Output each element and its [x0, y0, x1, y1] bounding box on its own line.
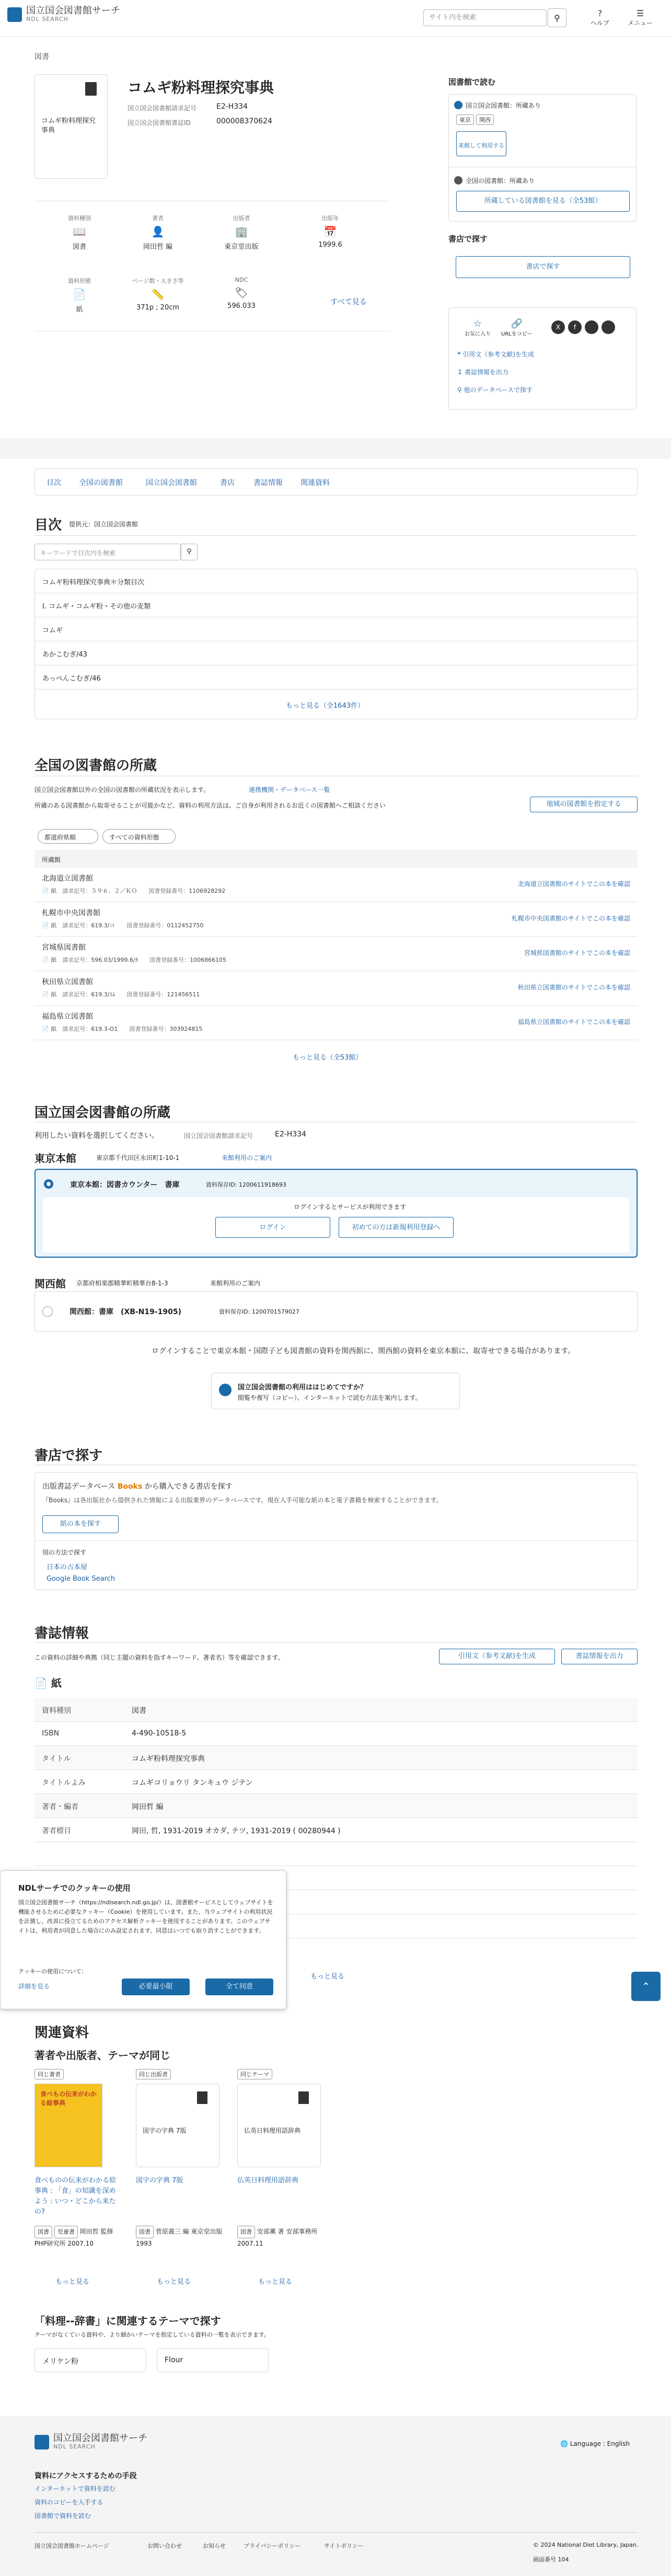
other-db-link-label: 他のデータベースで探す [464, 386, 533, 394]
cite-link-label: 引用文（参考文献)を生成 [462, 351, 534, 358]
library-call-no: 619.3-O1 [91, 1026, 118, 1032]
bib-label: タイトルよみ [42, 1779, 86, 1787]
register-button[interactable]: 初めての方は新規利用登録へ [339, 1217, 454, 1238]
book-icon: 📖 [73, 225, 86, 238]
library-site-link[interactable]: 福島県立図書館のサイトでこの本を確認 [517, 1018, 630, 1026]
document-icon: 📄 [73, 288, 86, 301]
bib-title: 書誌情報 [34, 1626, 89, 1641]
library-row [34, 1006, 638, 1040]
download-icon: ↧ [457, 369, 465, 376]
tab-libraries[interactable]: 全国の図書館 [79, 479, 123, 487]
divider [34, 535, 638, 536]
meta-value: 596.033 [227, 302, 256, 310]
ndl-call-label: 国立国会図書館請求記号 [184, 1132, 253, 1140]
footer-bottom-link[interactable]: お問い合わせ [147, 2543, 182, 2549]
library-name: 北海道立図書館 [42, 875, 93, 883]
help-label: ヘルプ [590, 19, 609, 27]
libraries-more-link[interactable]: もっと見る（全53館） [293, 1054, 363, 1062]
footer-bottom-link[interactable]: サイトポリシー [324, 2543, 364, 2549]
tokyo-item-card[interactable] [34, 1169, 638, 1258]
bib-desc: この資料の詳細や典拠（同じ主題の資料を指すキーワード、著者名）等を確認できます。 [34, 1654, 284, 1661]
location-tags [456, 114, 494, 125]
bib-id: 000008370624 [216, 117, 272, 125]
library-call-no: 596.03/1999.6/ｶ [91, 957, 138, 963]
book-cover-image: 食べもの伝来がわかる絵事典 [34, 2084, 102, 2167]
toc-title: 目次 [34, 518, 62, 533]
bib-label: 資料種別 [42, 1707, 71, 1715]
building-icon: 🏢 [235, 225, 248, 238]
facebook-share-icon[interactable]: f [568, 320, 582, 334]
cite-link[interactable] [457, 350, 534, 359]
bib-row-hidden [34, 1842, 638, 1866]
site-logo[interactable] [7, 6, 120, 22]
search-icon: ⚲ [187, 548, 192, 556]
divider [35, 1540, 637, 1541]
item-type-label: 図書 [34, 53, 49, 61]
bib-value: コムギ粉料理探究事典 [132, 1755, 205, 1763]
library-reg-no: 303924815 [169, 1026, 203, 1032]
tab-toc[interactable]: 目次 [47, 479, 61, 487]
book-icon [298, 2091, 309, 2104]
library-name: 宮城県図書館 [42, 944, 86, 952]
related-title: 関連資料 [34, 2025, 89, 2041]
related-more-link[interactable]: もっと見る [55, 2278, 90, 2286]
library-name: 札幌市中央図書館 [42, 909, 100, 917]
meta-label: 資料種別 [68, 215, 91, 222]
kansai-item-label: 関西館：書庫 (XB-N19-1905) [70, 1308, 182, 1316]
bib-export-button[interactable]: 書誌情報を出力 [561, 1649, 638, 1664]
divider [34, 1642, 638, 1643]
library-details: 📄 紙 請求記号：619.3/コ 図書登録番号：0112452750 [42, 922, 204, 929]
kansai-item-id: 資料保存ID: 1200701579027 [219, 1308, 299, 1315]
library-site-link[interactable]: 宮城県図書館のサイトでこの本を確認 [524, 949, 630, 957]
bib-value: 4-490-10518-5 [132, 1729, 187, 1738]
toc-item[interactable]: コムギ粉料理探究事典＊分類目次 [35, 569, 637, 593]
document-icon: 📄 [42, 957, 51, 963]
related-more-link[interactable]: もっと見る [258, 2278, 293, 2286]
section-separator [0, 438, 671, 459]
footer-logo[interactable] [34, 2434, 147, 2450]
share-card [448, 307, 637, 410]
site-search-input[interactable]: サイト内を検索 [423, 9, 547, 26]
cookie-required-button[interactable]: 必要最小限 [122, 1979, 190, 1995]
search-button[interactable] [548, 8, 566, 27]
link-icon: 🔗 [511, 318, 523, 329]
bib-row [34, 1794, 638, 1818]
toc-item[interactable]: あかこむぎ/43 [35, 641, 637, 665]
library-call-no: 619.3/コ [91, 922, 115, 929]
help-icon: ? [597, 8, 603, 18]
shop-title: 書店で探す [34, 1448, 103, 1464]
book-icon [197, 2091, 207, 2104]
search-icon: ⚲ [457, 386, 464, 394]
kansai-item-card[interactable] [34, 1291, 638, 1332]
bib-medium: 📄 紙 [34, 1677, 62, 1689]
logo-title: 国立国会図書館サーチ [26, 5, 120, 16]
meta-item-ndc [215, 277, 268, 310]
libraries-table-header: 所蔵館 [34, 850, 638, 868]
all-libraries-availability: 全国の図書館：所蔵あり [466, 177, 535, 185]
availability-card [448, 94, 637, 222]
theme-title: 「料理--辞書」に関連するテーマで探す [34, 2315, 221, 2327]
bib-value: 図書 [132, 1707, 146, 1715]
bib-row [34, 1770, 638, 1794]
tokyo-address: 東京都千代田区永田町1-10-1 [96, 1154, 180, 1162]
related-more-link[interactable]: もっと見る [157, 2278, 191, 2286]
quote-icon: ❝ [457, 351, 463, 358]
libraries-title: 全国の図書館の所蔵 [34, 758, 157, 774]
library-site-link[interactable]: 秋田県立図書館のサイトでこの本を確認 [517, 984, 630, 991]
ndl-icon [454, 101, 462, 109]
book-cover-placeholder [237, 2084, 321, 2167]
meta-grid [34, 201, 390, 331]
x-share-icon[interactable]: X [551, 320, 565, 334]
info-icon [219, 1384, 232, 1396]
meta-label: 出版年 [321, 215, 339, 222]
library-reg-no: 1106928292 [189, 888, 226, 894]
divider [34, 2532, 638, 2533]
tag-tokyo: 東京 [456, 114, 474, 125]
language-switch[interactable]: 🌐 Language : English [560, 2440, 630, 2447]
other-db-link[interactable] [457, 385, 533, 394]
star-icon: ☆ [473, 318, 482, 329]
toc-more-link[interactable]: もっと見る（全1643件） [286, 702, 365, 710]
footer-link-library[interactable]: 図書館で資料を読む [34, 2512, 91, 2520]
login-box [43, 1197, 629, 1252]
transfer-note: ログインすることで東京本館・国際子ども図書館の資料を関西館に、関西館の資料を東京本館に、取寄せできる場合があります。 [152, 1347, 575, 1355]
tab-related[interactable]: 関連資料 [300, 479, 330, 487]
meta-item-year [304, 214, 356, 249]
export-link-label: 書誌情報を出力 [464, 369, 508, 376]
library-site-link[interactable]: 北海道立図書館のサイトでこの本を確認 [517, 880, 630, 888]
shop-heading: 出版書誌データベース Books から購入できる書店を探す [42, 1482, 233, 1491]
meta-label: ページ数・大きさ等 [132, 278, 184, 284]
related-book-title[interactable]: 図字の字典 7版 [136, 2177, 183, 2184]
visit-button[interactable]: 来館して利用する [456, 131, 506, 156]
cookie-consent-label: クッキーの使用について： [18, 1968, 87, 1975]
export-link[interactable] [457, 367, 508, 376]
bib-cite-button[interactable]: 引用文（参考文献)を生成 [439, 1649, 555, 1664]
ndl-guide-link[interactable] [211, 1373, 460, 1409]
meta-item-author [132, 214, 184, 251]
item-title: コムギ粉料理探究事典 [128, 79, 274, 96]
cookie-title: NDLサーチでのクッキーの使用 [18, 1883, 131, 1893]
login-note: ログインするとサービスが利用できます [294, 1203, 407, 1211]
library-call-no: ５９６．２／ＫＯ [91, 888, 137, 894]
related-book-title[interactable]: 食べものの伝来がわかる絵事典 : 「食」の知識を深めよう : いつ・どこから来たの? [34, 2177, 117, 2216]
libraries-desc: 国立国会図書館以外の全国の図書館の所蔵状況を表示します。 [34, 786, 210, 794]
library-site-link[interactable]: 札幌市中央図書館のサイトでこの本を確認 [511, 915, 630, 922]
kansai-title: 関西館 [34, 1278, 66, 1290]
footer-bottom-link[interactable]: お知らせ [203, 2543, 226, 2549]
bib-more-link[interactable]: もっと見る [310, 1973, 345, 1981]
line-share-icon[interactable] [585, 320, 598, 334]
libraries-db-link[interactable]: 連携機関・データベース一覧 [249, 786, 330, 794]
related-subtitle: 著者や出版者、テーマが同じ [34, 2049, 170, 2062]
theme-item[interactable]: Flour [157, 2348, 269, 2372]
library-details: 📄 紙 請求記号：619.3/ｺﾑ 図書登録番号：121456511 [42, 991, 200, 998]
bib-row [34, 1818, 638, 1842]
screen-number-value: 104 [558, 2556, 569, 2563]
read-section-title: 図書館で読む [448, 77, 496, 87]
footer-link-copy[interactable]: 資料のコピーを入手する [34, 2499, 103, 2506]
theme-desc: テーマがなくている資料や、より細かいテーマを指定している資料の一覧を表示できます。 [34, 2331, 270, 2338]
screen-number: 画面番号 104 [533, 2556, 569, 2563]
help-link[interactable] [584, 8, 616, 27]
library-row [34, 902, 638, 937]
document-icon: 📄 [42, 888, 51, 894]
ndl-holdings-title: 国立国会図書館の所蔵 [34, 1105, 171, 1121]
related-book-meta: 図書 菅原義三 編 東京堂出版 1993 [136, 2226, 225, 2249]
tag-kansai: 関西 [476, 114, 494, 125]
related-tag: 同じテーマ [237, 2069, 272, 2079]
meta-label: NDC [235, 277, 248, 283]
area-library-button[interactable]: 地域の図書館を指定する [530, 797, 638, 812]
cookie-accept-button[interactable]: 全て同意 [205, 1979, 273, 1995]
bib-row [34, 1746, 638, 1770]
favorite-button[interactable] [465, 318, 491, 337]
holding-libraries-button[interactable]: 所蔵している図書館を見る（全53館） [456, 191, 630, 212]
related-tag: 同じ出版者 [136, 2069, 171, 2079]
meta-item-pages [121, 277, 194, 312]
copy-url-label: URLをコピー [501, 331, 533, 337]
shop-search-button[interactable]: 書店で探す [456, 256, 630, 278]
bib-row [34, 1698, 638, 1722]
google-books-link[interactable]: Google Book Search [47, 1575, 115, 1583]
meta-item-medium [53, 277, 106, 314]
login-button[interactable]: ログイン [215, 1217, 330, 1238]
footer-logo-sub: NDL SEARCH [53, 2443, 96, 2450]
logo-subtitle: NDL SEARCH [26, 16, 68, 22]
tokyo-item-id: 資料保存ID: 1200611918693 [206, 1181, 286, 1188]
document-icon: 📄 [42, 991, 51, 998]
meta-label: 出版者 [233, 215, 250, 222]
meta-value: 図書 [72, 243, 86, 251]
library-reg-no: 121456511 [167, 991, 200, 998]
related-book-meta: 図書 安部薫 著 安部事務所 2007.11 [237, 2226, 326, 2249]
search-icon: ⚲ [554, 13, 560, 23]
kansai-address: 京都府相楽郡精華町精華台8-1-3 [76, 1280, 168, 1287]
related-book-card[interactable] [34, 2069, 123, 2288]
ndl-call-no: E2-H334 [275, 1130, 307, 1138]
footer-bottom-link[interactable]: 国立国会図書館ホームページ [34, 2543, 109, 2549]
guide-title: 国立国会図書館の利用ははじめてですか？ [238, 1384, 367, 1392]
related-book-title[interactable]: 仏英日料理用語辞典 [237, 2177, 299, 2184]
item-thumbnail [34, 74, 108, 179]
section-tabs [34, 468, 638, 496]
theme-item[interactable]: メリケン粉 [34, 2348, 146, 2372]
ndl-select-text: 利用したい資料を選択してください。 [34, 1132, 159, 1140]
meta-value: 371p ; 20cm [136, 304, 180, 312]
cookie-banner [0, 1870, 286, 2009]
copy-url-button[interactable] [501, 318, 532, 337]
kansai-info-link[interactable]: 来館利用のご案内 [210, 1280, 261, 1287]
toc-list [34, 569, 638, 719]
ruler-icon: 📏 [151, 288, 165, 301]
tokyo-title: 東京本館 [34, 1152, 76, 1165]
tokyo-item-label: 東京本館：図書カウンター 書庫 [70, 1181, 180, 1189]
library-reg-no: 1006866105 [190, 957, 227, 963]
related-tag: 同じ著者 [34, 2069, 64, 2079]
meta-value: 東京堂出版 [224, 243, 259, 251]
thumbnail-title: コムギ粉料理探究事典 [41, 117, 96, 134]
ndl-availability: 国立国会図書館：所蔵あり [466, 102, 541, 109]
library-name: 福島県立図書館 [42, 1013, 93, 1021]
calendar-icon: 📅 [323, 225, 337, 238]
library-call-no: 619.3/ｺﾑ [91, 991, 115, 998]
site-header [0, 0, 671, 37]
book-icon [85, 82, 97, 96]
tab-shop[interactable]: 書店 [220, 479, 235, 487]
document-icon: 📄 [34, 1677, 51, 1689]
guide-desc: 閲覧や複写（コピー）、インターネットで読む方法を案内します。 [238, 1394, 422, 1401]
mail-share-icon[interactable] [601, 320, 615, 334]
menu-button[interactable] [622, 8, 658, 27]
cover-title: 図字の字典 7版 [143, 2127, 187, 2134]
related-book-meta: 図書 児童書 岡田哲 監修 PHP研究所 2007.10 [34, 2226, 123, 2249]
meta-label: 資料形態 [68, 278, 91, 284]
shop-paper-button[interactable]: 紙の本を探す [42, 1515, 119, 1533]
bib-value: 岡田, 哲, 1931-2019 オカダ, テツ, 1931-2019 ( 00280944 ) [132, 1827, 341, 1835]
related-book-card[interactable] [237, 2069, 326, 2288]
bib-value: 岡田哲 編 [132, 1803, 164, 1811]
sort-dropdown[interactable]: 都道府県順 [38, 829, 98, 844]
cookie-body: 国立国会図書館サーチ（https://ndlsearch.ndl.go.jp/）は、図書館サービスとしてウェブサイトを機能させるために必要なクッキー（Cookie）を使用しています。また、当ウェブサイトの利用状況を計測し、改善に役立てるためのアクセス解析クッキーを使用することがあります。このウェブサイトは、利用者が同意した場合にのみ設定されます。同意はいつでも取り消すことができます。 [18, 1899, 273, 1934]
footer-bottom-link[interactable]: プライバシーポリシー [244, 2543, 301, 2549]
document-icon: 📄 [42, 1026, 51, 1032]
bib-label: 著者・編者 [42, 1803, 78, 1811]
shop-other-label: 別の方法で探す [42, 1549, 87, 1556]
person-icon: 👤 [151, 225, 165, 238]
library-details: 📄 紙 請求記号：619.3-O1 図書登録番号：303924815 [42, 1026, 203, 1032]
ndl-logo-icon [34, 2435, 49, 2450]
bib-label: タイトル [42, 1755, 71, 1763]
book-cover-placeholder [136, 2084, 219, 2167]
toc-item[interactable]: コムギ [35, 617, 637, 641]
shop-desc: 『Books』は各出版社から提供された情報による出版業界のデータベースです。現在入手可能な紙の本と電子書籍を検索することができます。 [42, 1497, 443, 1504]
library-row [34, 868, 638, 902]
back-to-top-button[interactable] [631, 1972, 661, 2001]
bib-label: ISBN [42, 1729, 60, 1738]
format-dropdown[interactable]: すべての資料形態 [102, 829, 176, 844]
kansai-radio[interactable] [42, 1306, 53, 1317]
toc-item[interactable]: I. コムギ・コムギ粉・その他の麦類 [35, 593, 637, 617]
copyright: © 2024 National Diet Library, Japan. [533, 2542, 639, 2548]
menu-icon: ☰ [636, 8, 644, 18]
tab-ndl[interactable]: 国立国会図書館 [146, 479, 197, 487]
tab-bib[interactable]: 書誌情報 [253, 479, 283, 487]
meta-more-link[interactable]: すべて見る [330, 298, 367, 306]
bib-label: 著者標目 [42, 1827, 71, 1835]
footer-link-read-online[interactable]: インターネットで資料を読む [34, 2485, 115, 2492]
menu-label: メニュー [627, 19, 653, 27]
call-number-label: 国立国会図書館請求記号 [128, 105, 197, 112]
footer [0, 2416, 671, 2576]
books-logo: Books [117, 1482, 143, 1491]
related-book-card[interactable] [136, 2069, 225, 2288]
footer-heading: 資料にアクセスするための手段 [34, 2472, 137, 2480]
toc-provider: 提供元：国立国会図書館 [69, 521, 138, 528]
tokyo-radio[interactable] [44, 1179, 53, 1189]
footer-logo-title: 国立国会図書館サーチ [53, 2433, 147, 2444]
kosho-link[interactable]: 日本の古本屋 [47, 1563, 88, 1571]
library-reg-no: 0112452750 [167, 922, 204, 929]
meta-item-publisher [210, 214, 273, 251]
bib-value: コムギコリョウリ タンキュウ ジテン [132, 1779, 253, 1787]
library-details: 📄 紙 請求記号：５９６．２／ＫＯ 図書登録番号：1106928292 [42, 888, 226, 894]
library-name: 秋田県立図書館 [42, 978, 93, 986]
document-icon: 📄 [42, 922, 51, 929]
meta-value: 1999.6 [318, 241, 342, 249]
call-number: E2-H334 [216, 102, 248, 111]
tag-icon: 🏷 [235, 286, 248, 299]
library-row [34, 971, 638, 1006]
cover-title: 仏英日料理用語辞典 [244, 2127, 301, 2134]
libraries-desc2: 所蔵のある図書館から取寄せることが可能かなど、資料の利用方法は、ご自身が利用されるお近くの図書館へご相談ください [34, 802, 386, 809]
toc-search-input[interactable]: キーワードで目次内を検索 [34, 544, 181, 560]
library-details: 📄 紙 請求記号：596.03/1999.6/ｶ 図書登録番号：1006866105 [42, 957, 227, 963]
cookie-detail-link[interactable]: 詳細を見る [18, 1983, 50, 1990]
library-icon [454, 176, 462, 185]
chevron-up-icon: ⌃ [641, 1980, 651, 1993]
toc-item[interactable]: あっぺんこむぎ/46 [35, 665, 637, 689]
meta-label: 著者 [152, 215, 164, 222]
bib-id-label: 国立国会図書館書誌ID [128, 119, 191, 126]
meta-value: 紙 [76, 306, 83, 314]
favorite-label: お気に入り [465, 331, 491, 337]
meta-value: 岡田哲 編 [143, 243, 173, 251]
meta-item-type [53, 214, 106, 251]
library-row [34, 937, 638, 971]
bib-row [34, 1722, 638, 1746]
shop-card [34, 1472, 638, 1590]
ndl-logo-icon [7, 7, 22, 22]
tokyo-info-link[interactable]: 来館利用のご案内 [222, 1154, 272, 1162]
shop-section-title: 書店で探す [448, 234, 488, 244]
toc-search-button[interactable] [181, 544, 198, 560]
globe-icon: 🌐 [560, 2440, 570, 2447]
